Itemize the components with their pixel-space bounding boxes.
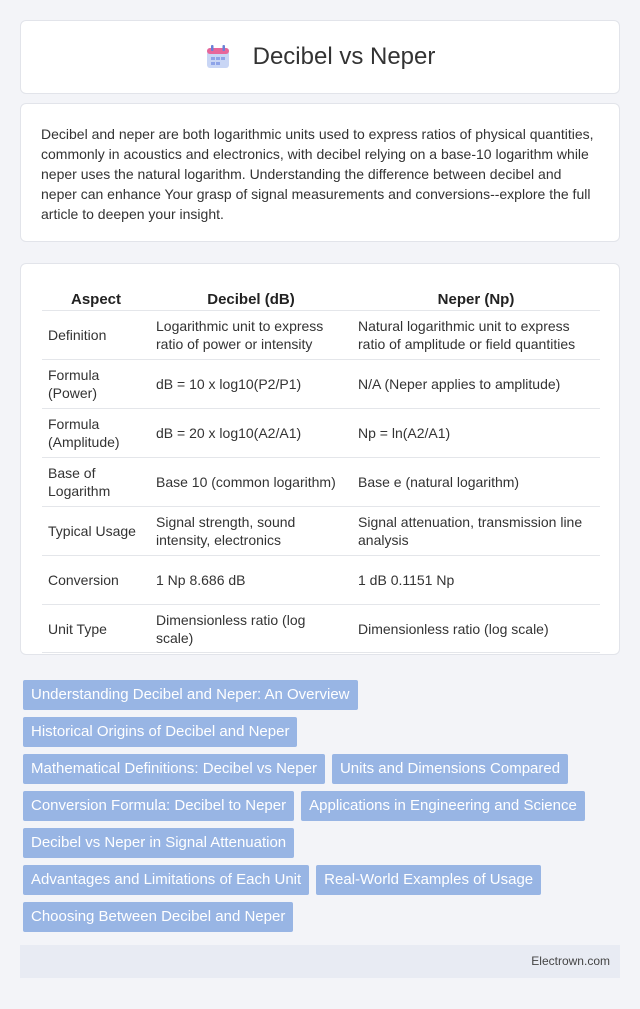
tag-row	[23, 717, 623, 747]
tag-link[interactable]: Advantages and Limitations of Each Unit	[23, 865, 309, 895]
comparison-table	[42, 284, 600, 653]
cell-aspect: Conversion	[42, 555, 150, 604]
intro-card	[20, 103, 620, 242]
table-row	[42, 310, 600, 359]
table-row	[42, 555, 600, 604]
cell-neper: Np = ln(A2/A1)	[352, 408, 600, 457]
intro-text: Decibel and neper are both logarithmic units used to express ratios of physical quantities, commonly in acoustics and electronics, with decibel relying on a base-10 logarithm while neper uses the natural logarithm. Understanding the difference between decibel and neper can enhance Your grasp of signal measurements and conversions--explore the full article to deepen your insight.	[41, 126, 594, 222]
tag-row	[23, 791, 623, 821]
tag-link[interactable]: Units and Dimensions Compared	[332, 754, 568, 784]
cell-neper: Dimensionless ratio (log scale)	[352, 604, 600, 653]
tag-row	[23, 754, 623, 784]
cell-aspect: Typical Usage	[42, 506, 150, 555]
table-row	[42, 359, 600, 408]
cell-aspect: Formula (Amplitude)	[42, 408, 150, 457]
cell-decibel: Signal strength, sound intensity, electronics	[150, 506, 352, 555]
page-title: Decibel vs Neper	[252, 43, 436, 70]
table-row	[42, 506, 600, 555]
cell-neper: 1 dB 0.1151 Np	[352, 555, 600, 604]
cell-decibel: 1 Np 8.686 dB	[150, 555, 352, 604]
tag-link[interactable]: Historical Origins of Decibel and Neper	[23, 717, 297, 747]
cell-neper: Signal attenuation, transmission line analysis	[352, 506, 600, 555]
header-card	[20, 20, 620, 94]
tag-link[interactable]: Applications in Engineering and Science	[301, 791, 585, 821]
cell-decibel: dB = 20 x log10(A2/A1)	[150, 408, 352, 457]
cell-neper: Natural logarithmic unit to express ratio of amplitude or field quantities	[352, 310, 600, 359]
footer	[20, 945, 620, 978]
cell-decibel: Base 10 (common logarithm)	[150, 457, 352, 506]
cell-aspect: Definition	[42, 310, 150, 359]
tag-link[interactable]: Choosing Between Decibel and Neper	[23, 902, 293, 932]
tag-link[interactable]: Real-World Examples of Usage	[316, 865, 541, 895]
header-decibel: Decibel (dB)	[207, 291, 295, 308]
tag-row	[23, 828, 623, 858]
table-header-row	[42, 284, 600, 310]
tag-row	[23, 902, 623, 932]
table-row	[42, 457, 600, 506]
comparison-table-card	[20, 263, 620, 655]
calendar-icon	[205, 44, 231, 70]
footer-site-link[interactable]: Electrown.com	[531, 954, 610, 968]
tag-link[interactable]: Mathematical Definitions: Decibel vs Neper	[23, 754, 325, 784]
cell-decibel: Dimensionless ratio (log scale)	[150, 604, 352, 653]
cell-aspect: Formula (Power)	[42, 359, 150, 408]
tag-link[interactable]: Conversion Formula: Decibel to Neper	[23, 791, 294, 821]
cell-decibel: Logarithmic unit to express ratio of power or intensity	[150, 310, 352, 359]
cell-neper: Base e (natural logarithm)	[352, 457, 600, 506]
cell-aspect: Unit Type	[42, 604, 150, 653]
table-row	[42, 408, 600, 457]
tag-link[interactable]: Understanding Decibel and Neper: An Overview	[23, 680, 358, 710]
cell-decibel: dB = 10 x log10(P2/P1)	[150, 359, 352, 408]
tag-link[interactable]: Decibel vs Neper in Signal Attenuation	[23, 828, 294, 858]
tag-row	[23, 680, 623, 710]
cell-neper: N/A (Neper applies to amplitude)	[352, 359, 600, 408]
related-topics	[23, 680, 623, 939]
cell-aspect: Base of Logarithm	[42, 457, 150, 506]
header-aspect: Aspect	[70, 291, 122, 308]
header-neper: Neper (Np)	[437, 291, 515, 308]
tag-row	[23, 865, 623, 895]
table-row	[42, 604, 600, 653]
